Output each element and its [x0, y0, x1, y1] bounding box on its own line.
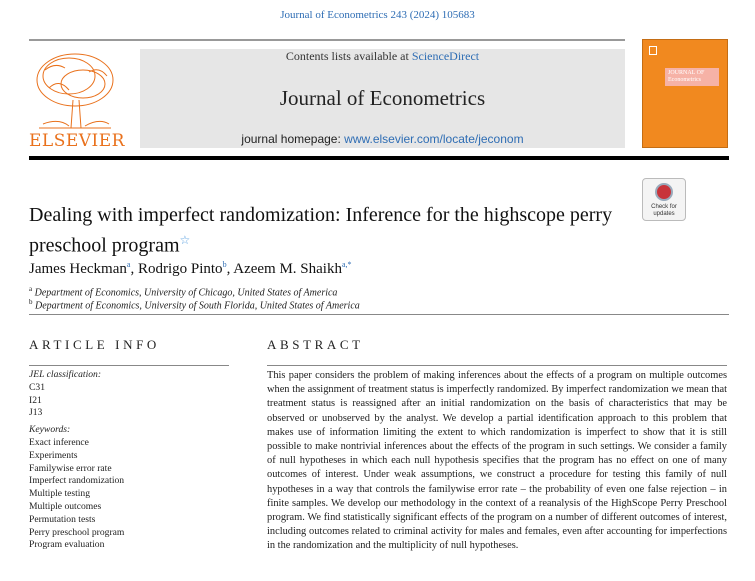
keyword: Permutation tests: [29, 513, 96, 525]
journal-homepage-line: [140, 132, 625, 146]
author-name[interactable]: Azeem M. Shaikh: [233, 261, 342, 277]
journal-title: Journal of Econometrics: [279, 86, 486, 110]
keyword: Multiple outcomes: [29, 500, 102, 512]
affiliation-sup: a: [29, 285, 33, 293]
author-name[interactable]: James Heckman: [29, 261, 127, 277]
article-info-heading: ARTICLE INFO: [29, 337, 160, 352]
author-separator: ,: [226, 261, 234, 277]
jel-code: C31: [29, 381, 45, 393]
journal-cover-thumbnail[interactable]: [642, 39, 728, 148]
keyword: Familywise error rate: [29, 462, 112, 474]
crossmark-icon: [655, 183, 673, 201]
sciencedirect-link[interactable]: ScienceDirect: [411, 49, 480, 63]
cover-logo-icon: [649, 46, 657, 55]
keyword: Perry preschool program: [29, 526, 125, 538]
header-divider: [29, 156, 729, 160]
keyword: Experiments: [29, 449, 78, 461]
top-divider: [29, 39, 625, 41]
check-for-updates-button[interactable]: [642, 178, 686, 221]
affiliation-text: Department of Economics, University of Chicago, United States of America: [34, 287, 338, 299]
affiliation-divider: [29, 314, 729, 315]
title-footnote-star-icon[interactable]: ☆: [179, 233, 191, 247]
contents-prefix: Contents lists available at: [285, 49, 412, 63]
keyword: Imperfect randomization: [29, 475, 125, 487]
keyword: Multiple testing: [29, 488, 91, 500]
author-affiliation-sup[interactable]: a,*: [341, 260, 352, 269]
article-title: [29, 203, 629, 259]
jel-label: JEL classification:: [29, 369, 102, 380]
badge-line1: Check for: [651, 204, 677, 210]
affiliation-sup: b: [29, 298, 33, 306]
badge-text: [643, 204, 685, 218]
article-title-text: Dealing with imperfect randomization: Inference for the highscope perry preschool program: [29, 204, 613, 257]
keyword: Exact inference: [29, 436, 89, 448]
abstract-divider: [267, 365, 727, 366]
journal-citation[interactable]: Journal of Econometrics 243 (2024) 105683: [280, 9, 475, 21]
article-info-divider: [29, 365, 229, 366]
author-list: [29, 260, 352, 278]
affiliation-a: [29, 285, 337, 298]
elsevier-wordmark: ELSEVIER: [29, 131, 125, 151]
badge-line2: updates: [653, 211, 675, 217]
affiliation-text: Department of Economics, University of South Florida, United States of America: [35, 300, 360, 312]
homepage-prefix: journal homepage:: [241, 132, 345, 146]
keywords-label: Keywords:: [29, 424, 71, 436]
affiliation-b: [29, 298, 360, 311]
abstract-text: This paper considers the problem of making inferences about the effects of a program on multiple outcomes when the assignment of treatment status is imperfectly randomized. By imperfect randomization we mean that treatment status is reassigned after an initial randomization on the basis of characteristics that may be observed or unobserved by the analyst. We develop a partial identification approach to this problem that makes use of information limiting the extent to which randomization is imperfect to show that it is still possible to make nontrivial inferences about the effects of the program in such settings. We consider a family of null hypotheses in which each null hypothesis specifies that the program has no effect on one of many outcomes of interest. Under weak assumptions, we construct a procedure for testing this family of null hypotheses in a way that controls the familywise error rate – the probability of even one false rejection – in finite samples. We develop our methodology in the context of a reanalysis of the HighScope Perry Preschool program. We find statistically significant effects of the program on a number of different outcomes of interest, including outcomes related to criminal activity for males and females, even after accounting for imperfections in the randomization and the multiplicity of null hypotheses.: [267, 370, 727, 552]
journal-homepage-link[interactable]: www.elsevier.com/locate/jeconom: [344, 132, 524, 146]
jel-code: I21: [29, 394, 42, 406]
author-name[interactable]: Rodrigo Pinto: [137, 261, 223, 277]
abstract-heading: ABSTRACT: [267, 337, 364, 352]
author-affiliation-sup[interactable]: b: [222, 260, 227, 269]
article-info-panel: [29, 369, 239, 552]
contents-line: [140, 49, 625, 64]
author-separator: ,: [130, 261, 138, 277]
jel-code: J13: [29, 407, 43, 419]
keyword: Program evaluation: [29, 539, 105, 551]
author-affiliation-sup[interactable]: a: [126, 260, 131, 269]
cover-label: JOURNAL OF Econometrics: [665, 68, 719, 86]
